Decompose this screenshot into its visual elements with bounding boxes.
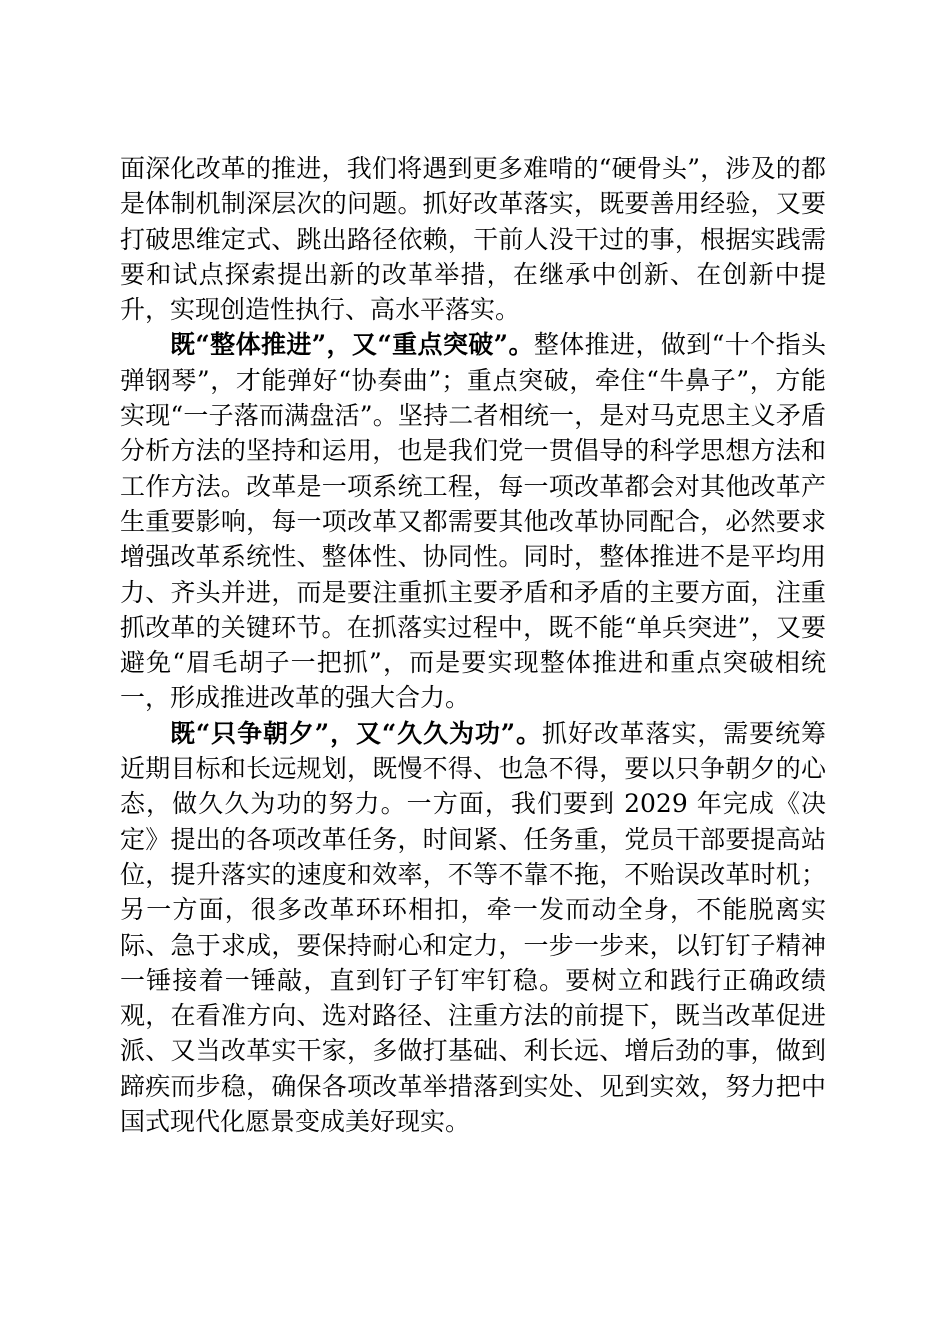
paragraph-lead-heading: 既“整体推进”，又“重点突破”。 [170, 330, 534, 360]
paragraph-text: 抓好改革落实，需要统筹近期目标和长远规划，既慢不得、也急不得，要以只争朝夕的心态，做久久为功的努力。一方面，我们要到 2029 年完成《决定》提出的各项改革任务，时间紧、任务重，党员干部要提高站位，提升落实的速度和效率，不等不靠不拖，不贻误改革时机；另一方面，很多改革环环相扣，牵一发而动全身，不能脱离实际、急于求成，要保持耐心和定力，一步一步来，以钉钉子精神一锤接着一锤敲，直到钉子钉牢钉稳。要树立和践行正确政绩观，在看准方向、选对路径、注重方法的前提下，既当改革促进派、又当改革实干家，多做打基础、利长远、增后劲的事，做到蹄疾而步稳，确保各项改革举措落到实处、见到实效，努力把中国式现代化愿景变成美好现实。 [120, 718, 826, 1137]
document-body [120, 151, 826, 1139]
paragraph-overall-and-key [120, 327, 826, 715]
paragraph-text: 面深化改革的推进，我们将遇到更多难啃的“硬骨头”，涉及的都是体制机制深层次的问题。抓好改革落实，既要善用经验，又要打破思维定式、跳出路径依赖，干前人没干过的事，根据实践需要和试点探索提出新的改革举措，在继承中创新、在创新中提升，实现创造性执行、高水平落实。 [120, 154, 826, 325]
paragraph-continuation [120, 151, 826, 327]
paragraph-lead-heading: 既“只争朝夕”，又“久久为功”。 [170, 718, 542, 748]
paragraph-text: 整体推进，做到“十个指头弹钢琴”，才能弹好“协奏曲”；重点突破，牵住“牛鼻子”，方能实现“一子落而满盘活”。坚持二者相统一，是对马克思主义矛盾分析方法的坚持和运用，也是我们党一贯倡导的科学思想方法和工作方法。改革是一项系统工程，每一项改革都会对其他改革产生重要影响，每一项改革又都需要其他改革协同配合，必然要求增强改革系统性、整体性、协同性。同时，整体推进不是平均用力、齐头并进，而是要注重抓主要矛盾和矛盾的主要方面，注重抓改革的关键环节。在抓落实过程中，既不能“单兵突进”，又要避免“眉毛胡子一把抓”，而是要实现整体推进和重点突破相统一，形成推进改革的强大合力。 [120, 330, 826, 713]
paragraph-urgency-and-persistence [120, 716, 826, 1140]
